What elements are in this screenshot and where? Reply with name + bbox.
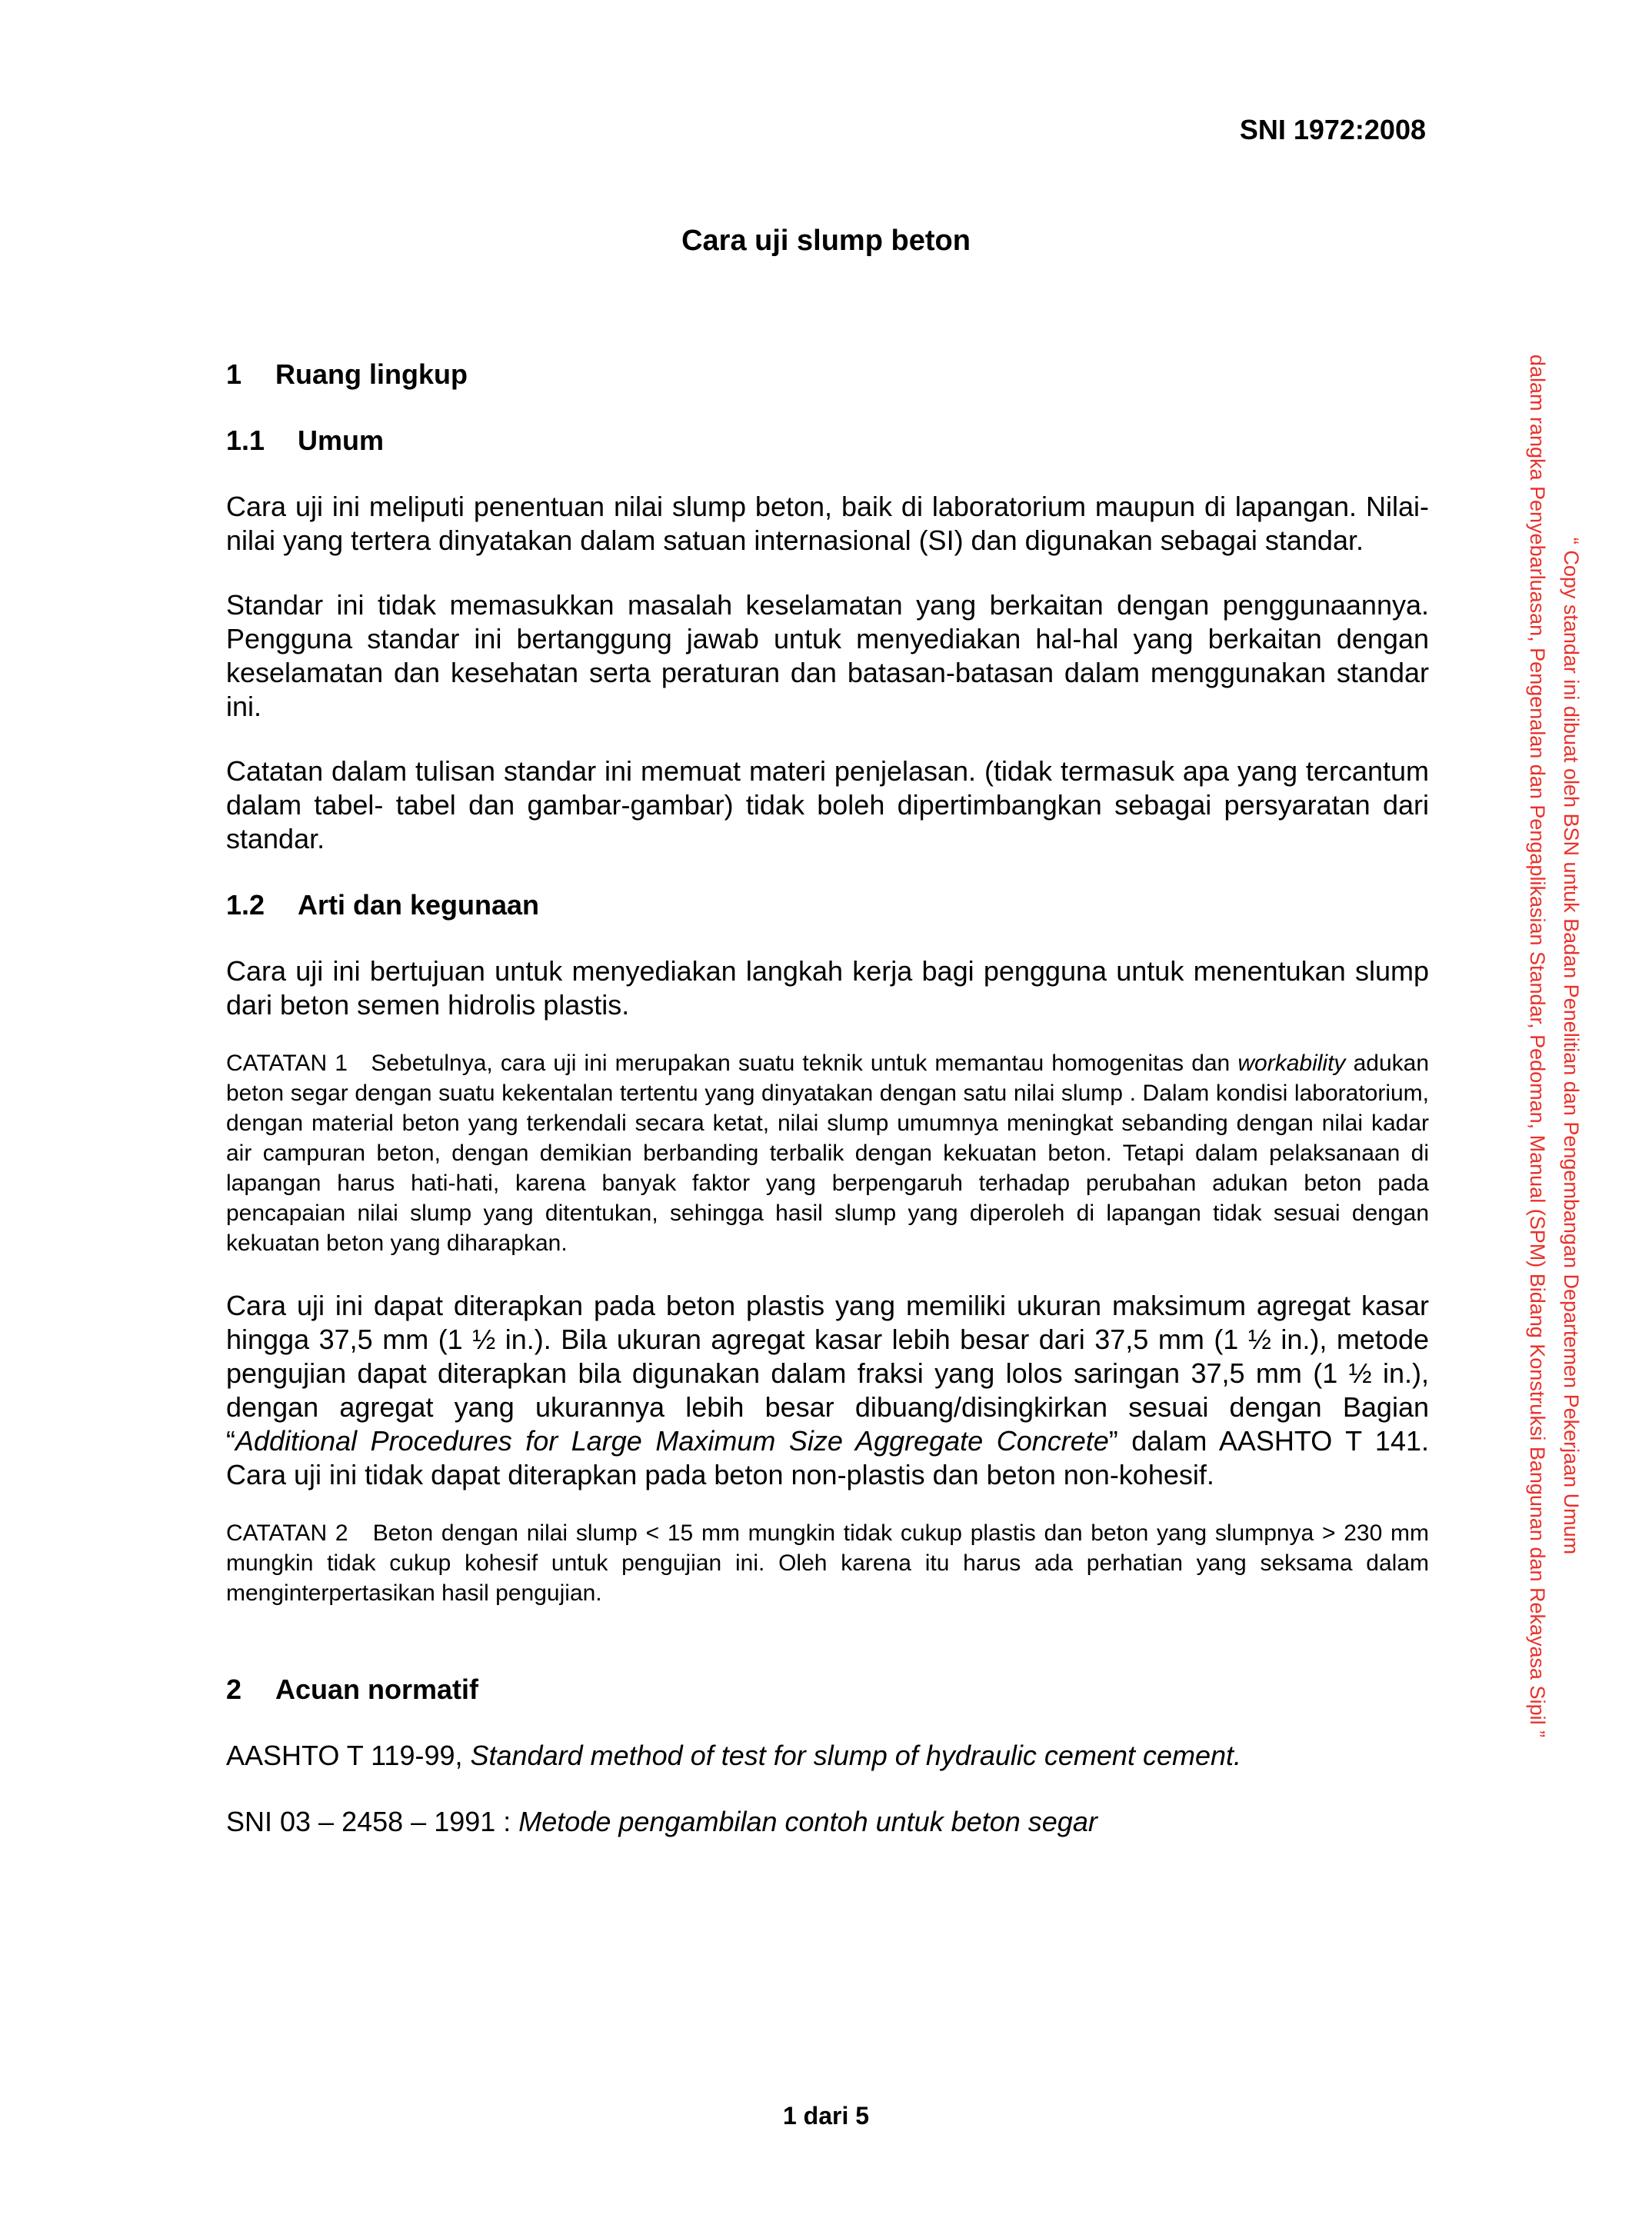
note-2-text: Beton dengan nilai slump < 15 mm mungkin tidak cukup plastis dan beton yang slumpnya > 230 mm mungkin tidak cukup kohesif untuk pengujian ini. Oleh karena itu harus ada perhatian yang seksama dalam menginterpertasikan hasil pengujian.	[226, 1520, 1430, 1606]
note-2-label: CATATAN 2	[226, 1520, 348, 1546]
section-1-1-number: 1.1	[226, 425, 265, 456]
section-2-heading	[226, 1673, 1429, 1707]
watermark-line-1: “ Copy standar ini dibuat oleh BSN untuk Badan Penelitian dan Pengembangan Departemen Pekerjaan Umum	[1560, 537, 1583, 1555]
reference-code: SNI 03 – 2458 – 1991 :	[226, 1806, 519, 1837]
section-1-1-title: Umum	[298, 425, 385, 456]
note-1	[226, 1048, 1429, 1258]
paragraph-arti-2-text-b: ” dalam AASHTO T 141. Cara uji ini tidak dapat diterapkan pada beton non-plastis dan beton non-kohesif.	[226, 1425, 1430, 1490]
reference-item	[226, 1739, 1429, 1773]
paragraph-umum-2: Standar ini tidak memasukkan masalah keselamatan yang berkaitan dengan penggunaannya. Pengguna standar ini bertanggung jawab untuk menyediakan hal-hal yang berkaitan dengan keselamatan dan kesehatan serta peraturan dan batasan-batasan dalam menggunakan standar ini.	[226, 589, 1429, 722]
paragraph-umum-3: Catatan dalam tulisan standar ini memuat materi penjelasan. (tidak termasuk apa yang tercantum dalam tabel- tabel dan gambar-gambar) tidak boleh dipertimbangkan sebagai persyaratan dari standar.	[226, 755, 1429, 854]
document-body	[226, 358, 1429, 1839]
reference-code: AASHTO T 119-99,	[226, 1740, 471, 1771]
page-number: 1 dari 5	[782, 2102, 870, 2130]
section-1-2-title: Arti dan kegunaan	[298, 889, 540, 921]
paragraph-arti-1: Cara uji ini bertujuan untuk menyediakan langkah kerja bagi pengguna untuk menentukan slump dari beton semen hidrolis plastis.	[226, 955, 1429, 1021]
note-1-text-b: adukan beton segar dengan suatu kekentalan tertentu yang dinyatakan dengan satu nilai slump . Dalam kondisi laboratorium, dengan material beton yang terkendali secara ketat, nilai slump umumnya meningkat sebanding dengan nilai kadar air campuran beton, dengan demikian berbanding terbalik dengan kekuatan beton. Tetapi dalam pelaksanaan di lapangan harus hati-hati, karena banyak faktor yang berpengaruh terhadap perubahan adukan beton pada pencapaian nilai slump yang ditentukan, sehingga hasil slump yang diperoleh di lapangan tidak sesuai dengan kekuatan beton yang diharapkan.	[226, 1051, 1430, 1256]
section-1-number: 1	[226, 358, 242, 390]
note-1-text-a: Sebetulnya, cara uji ini merupakan suatu teknik untuk memantau homogenitas dan	[371, 1051, 1231, 1076]
note-1-italic: workability	[1237, 1051, 1346, 1076]
section-1-2-heading	[226, 888, 1429, 922]
paragraph-umum-1: Cara uji ini meliputi penentuan nilai slump beton, baik di laboratorium maupun di lapangan. Nilai-nilai yang tertera dinyatakan dalam satuan internasional (SI) dan digunakan sebagai standar.	[226, 491, 1429, 556]
document-code: SNI 1972:2008	[1239, 114, 1426, 145]
note-2	[226, 1518, 1429, 1608]
section-2-number: 2	[226, 1673, 242, 1705]
note-1-label: CATATAN 1	[226, 1051, 348, 1076]
section-1-2-number: 1.2	[226, 889, 265, 921]
reference-item	[226, 1805, 1429, 1839]
copy-watermark	[1511, 342, 1588, 1750]
section-1-1-heading	[226, 424, 1429, 458]
paragraph-arti-2-italic: Additional Procedures for Large Maximum Size Aggregate Concrete	[235, 1425, 1109, 1457]
paragraph-arti-2-text-a: Cara uji ini dapat diterapkan pada beton plastis yang memiliki ukuran maksimum agregat kasar hingga 37,5 mm (1 ½ in.). Bila ukuran agregat kasar lebih besar dari 37,5 mm (1 ½ in.), metode pengujian dapat diterapkan bila digunakan dalam fraksi yang lolos saringan 37,5 mm (1 ½ in.), dengan agregat yang ukurannya lebih besar dibuang/disingkirkan sesuai dengan Bagian “	[226, 1290, 1429, 1457]
reference-title: Metode pengambilan contoh untuk beton segar	[518, 1806, 1097, 1837]
page-title: Cara uji slump beton	[681, 225, 971, 257]
paragraph-arti-2	[226, 1289, 1429, 1492]
section-1-title: Ruang lingkup	[275, 358, 468, 390]
section-1-heading	[226, 358, 1429, 391]
section-2-title: Acuan normatif	[275, 1673, 479, 1705]
watermark-line-2: dalam rangka Penyebarluasan, Pengenalan dan Pengaplikasian Standar, Pedoman, Manual (SPM) Bidang Konstruksi Bangunan dan Rekayasa Sipil ”	[1526, 354, 1549, 1738]
reference-title: Standard method of test for slump of hydraulic cement cement.	[470, 1740, 1241, 1771]
